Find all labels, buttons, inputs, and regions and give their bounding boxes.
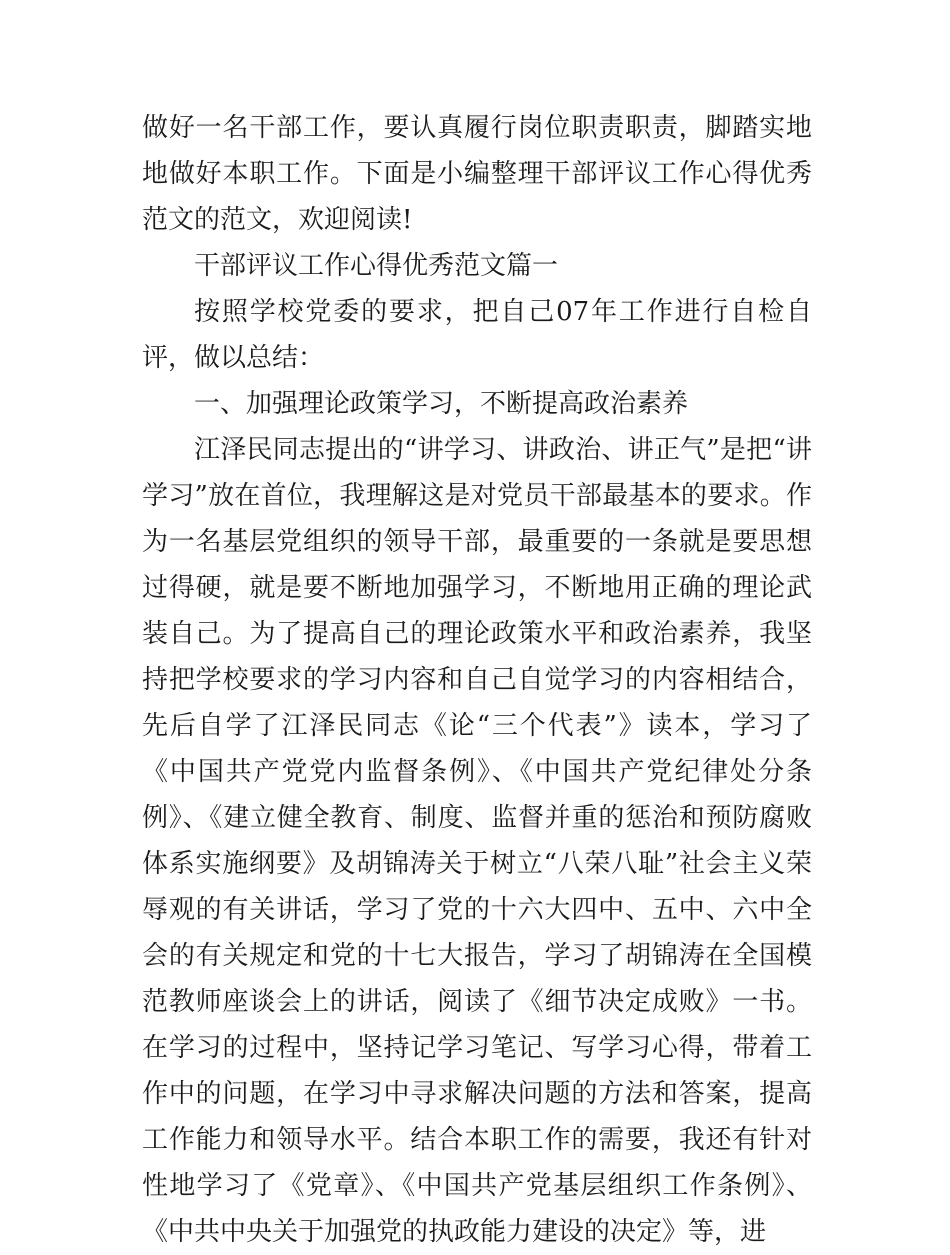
intro-paragraph: 做好一名干部工作，要认真履行岗位职责职责，脚踏实地地做好本职工作。下面是小编整理干部评议工作心得优秀范文的范文，欢迎阅读! xyxy=(142,113,812,235)
section-heading-article-one: 干部评议工作心得优秀范文篇一 xyxy=(194,251,559,281)
section-heading-theory-study: 一、加强理论政策学习，不断提高政治素养 xyxy=(194,389,689,419)
body-paragraph: 江泽民同志提出的“讲学习、讲政治、讲正气”是把“讲学习”放在首位，我理解这是对党员干部最基本的要求。作为一名基层党组织的领导干部，最重要的一条就是要思想过得硬，就是要不断地加强学习，不断地用正确的理论武装自己。为了提高自己的理论政策水平和政治素养，我坚持把学校要求的学习内容和自己自觉学习的内容相结合，先后自学了江泽民同志《论“三个代表”》读本，学习了《中国共产党党内监督条例》、《中国共产党纪律处分条例》、《建立健全教育、制度、监督并重的惩治和预防腐败体系实施纲要》及胡锦涛关于树立“八荣八耻”社会主义荣辱观的有关讲话，学习了党的十六大四中、五中、六中全会的有关规定和党的十七大报告，学习了胡锦涛在全国模范教师座谈会上的讲话，阅读了《细节决定成败》一书。在学习的过程中，坚持记学习笔记、写学习心得，带着工作中的问题，在学习中寻求解决问题的方法和答案，提高工作能力和领导水平。结合本职工作的需要，我还有针对性地学习了《党章》、《中国共产党基层组织工作条例》、《中共中央关于加强党的执政能力建设的决定》等，进 xyxy=(142,435,812,1247)
summary-paragraph: 按照学校党委的要求，把自己07年工作进行自检自评，做以总结： xyxy=(142,297,812,373)
document-body xyxy=(142,105,812,1255)
